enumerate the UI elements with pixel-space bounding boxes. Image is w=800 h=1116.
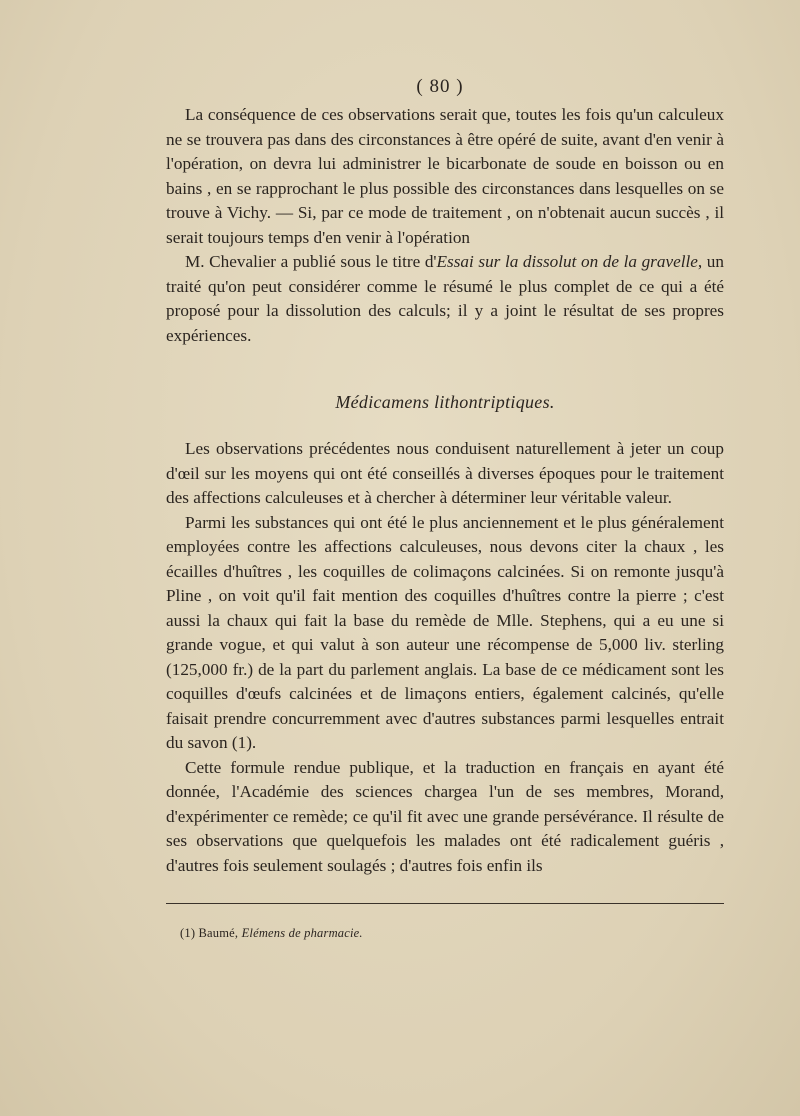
footnote-divider — [166, 903, 724, 904]
section-heading: Médicamens lithontriptiques. — [335, 392, 555, 412]
paragraph-2-after: , un traité qu'on peut considérer comme le résumé le plus complet de ce qui a été proposé pour la dissolution des calculs; il y a joint le résultat de ses propres expériences. — [166, 252, 724, 345]
paragraph-1: La conséquence de ces observations serait que, toutes les fois qu'un calculeux ne se trouvera pas dans des circonstances à être opéré de suite, avant d'en venir à l'opération, on devra lui administrer le bicarbonate de soude en boisson ou en bains , en se rapprochant le plus possible des circonstances dans lesquelles on se trouve à Vichy. — Si, par ce mode de traitement , on n'obtenait aucun succès , il serait toujours temps d'en venir à l'opération — [166, 105, 724, 247]
footnote — [180, 926, 363, 941]
footnote-source: Elémens de pharmacie. — [241, 926, 363, 940]
paragraph-2 — [166, 250, 724, 348]
paragraph-2-before: M. Chevalier a publié sous le titre d' — [185, 252, 437, 271]
paragraph-4: Parmi les substances qui ont été le plus anciennement et le plus généralement employées contre les affections calculeuses, nous devons citer la chaux , les écailles d'huîtres , les coquilles de colimaçons calcinées. Si on remonte jusqu'à Pline , on voit qu'il fait mention des coquilles d'huîtres contre la pierre ; c'est aussi la chaux qui fait la base du remède de Mlle. Stephens, qui a eu une si grande vogue, et qui valut à son auteur une récompense de 5,000 liv. sterling (125,000 fr.) de la part du parlement anglais. La base de ce médicament sont les coquilles d'œufs calcinées et de limaçons entiers, également calcinés, qu'elle faisait prendre concurremment avec d'autres substances parmi lesquelles entrait du savon (1). — [166, 512, 724, 752]
text-block-bottom — [166, 437, 724, 878]
text-block-top — [166, 103, 724, 348]
essay-title: Essai sur la dissolut on de la gravelle — [436, 252, 698, 271]
paragraph-5: Cette formule rendue publique, et la traduction en français en ayant été donnée, l'Académie des sciences chargea l'un de ses membres, Morand, d'expérimenter ce remède; ce qu'il fit avec une grande persévérance. Il résulte de ses observations que quelquefois les malades ont été radicalement guéris , d'autres fois seulement soulagés ; d'autres fois enfin ils — [166, 757, 724, 875]
paragraph-3: Les observations précédentes nous conduisent naturellement à jeter un coup d'œil sur les moyens qui ont été conseillés à diverses époques pour le traitement des affections calculeuses et à chercher à déterminer leur véritable valeur. — [166, 439, 724, 507]
footnote-marker: (1) Baumé, — [180, 926, 239, 940]
page-number: ( 80 ) — [416, 76, 464, 97]
